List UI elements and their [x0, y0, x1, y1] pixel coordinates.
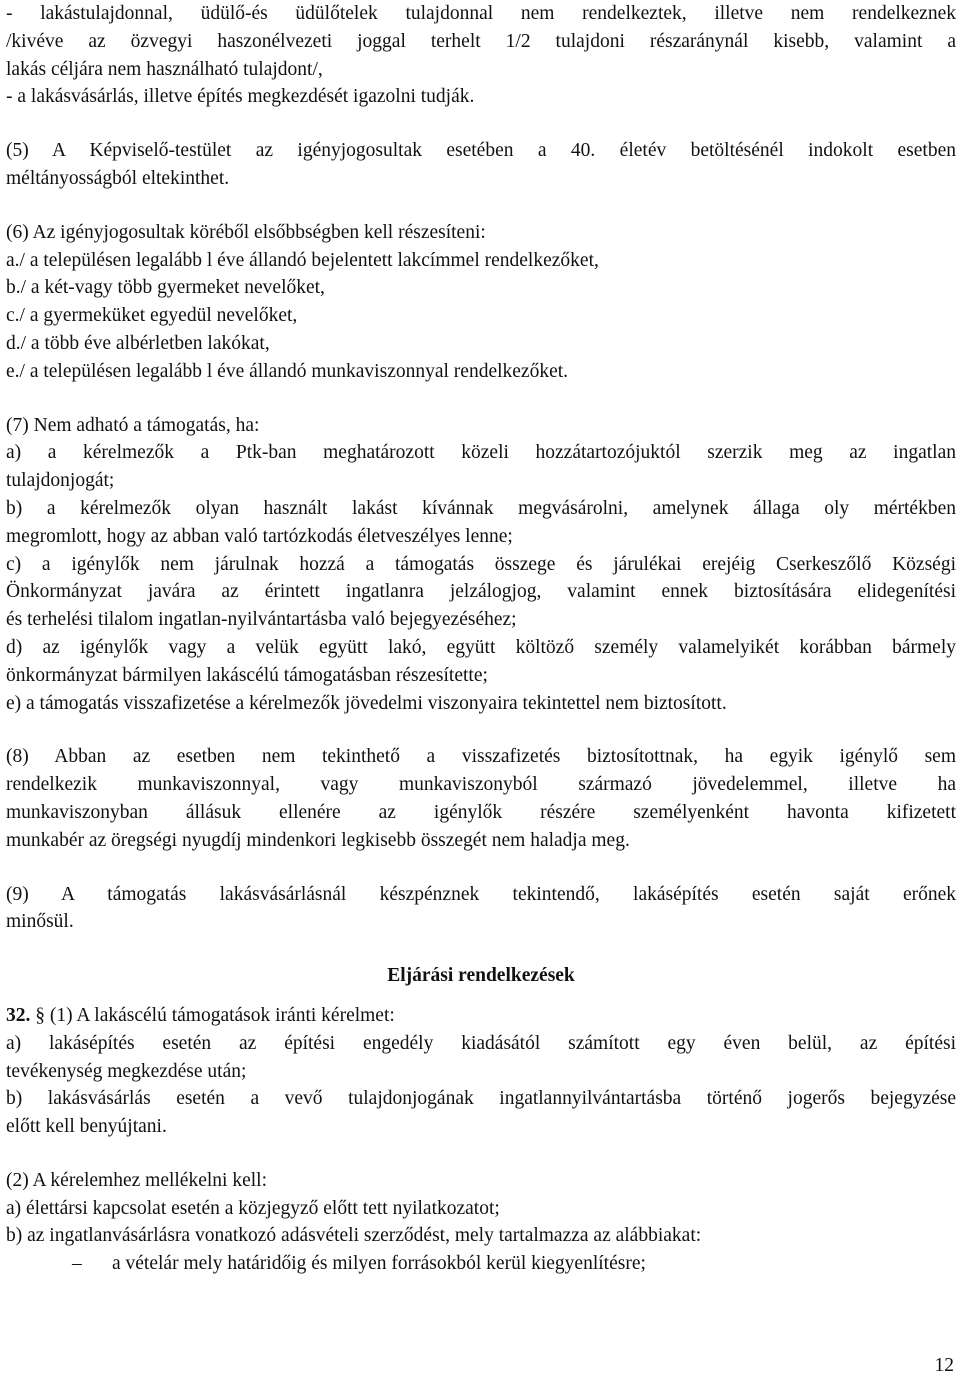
- text-line: tevékenység megkezdése után;: [6, 1060, 247, 1082]
- text-line: önkormányzat bármilyen lakáscélú támogatásban részesítette;: [6, 664, 488, 686]
- paragraph-7: [6, 412, 956, 718]
- text-line: b) a kérelmezők olyan használt lakást kívánnak megvásárolni, amelynek állaga oly mértékben: [6, 497, 956, 519]
- list-item: c./ a gyermeküket egyedül nevelőket,: [6, 305, 298, 327]
- section-number: 32.: [6, 1004, 31, 1026]
- text-line: előtt kell benyújtani.: [6, 1116, 167, 1138]
- paragraph-attachments: [6, 1167, 956, 1278]
- text-line: (8) Abban az esetben nem tekinthető a visszafizetés biztosítottnak, ha egyik igénylő sem: [6, 746, 956, 768]
- text-line: a) a kérelmezők a Ptk-ban meghatározott közeli hozzátartozójuktól szerzik meg az ingatlan: [6, 442, 956, 464]
- text-line: Önkormányzat javára az érintett ingatlanra jelzálogjog, valamint ennek biztosítására elidegenítési: [6, 581, 956, 603]
- paragraph-5: [6, 137, 956, 193]
- dash-bullet: –: [72, 1253, 82, 1275]
- text-line: (2) A kérelemhez mellékelni kell:: [6, 1169, 267, 1191]
- text-line: e) a támogatás visszafizetése a kérelmezők jövedelmi viszonyaira tekintettel nem biztosított.: [6, 692, 727, 714]
- section-intro: (1) A lakáscélú támogatások iránti kérelmet:: [45, 1004, 395, 1026]
- list-item: e./ a településen legalább l éve állandó munkaviszonnyal rendelkezőket.: [6, 360, 569, 382]
- text-line: d) az igénylők vagy a velük együtt lakó, együtt költöző személy valamelyikét korábban bármely: [6, 636, 956, 658]
- list-item: a./ a településen legalább l éve állandó bejelentett lakcímmel rendelkezőket,: [6, 249, 599, 271]
- dash-list-item: [6, 1250, 956, 1278]
- list-item: d./ a több éve albérletben lakókat,: [6, 332, 270, 354]
- text-line: a) élettársi kapcsolat esetén a közjegyző előtt tett nyilatkozatot;: [6, 1197, 500, 1219]
- text-line: tulajdonjogát;: [6, 470, 115, 492]
- paragraph-8: [6, 743, 956, 854]
- text-line: és terhelési tilalom ingatlan-nyilvántartásba való bejegyezéséhez;: [6, 609, 517, 631]
- paragraph-eligibility-tail: [6, 0, 956, 111]
- text-line: b) az ingatlanvásárlásra vonatkozó adásvételi szerződést, mely tartalmazza az alábbiakat:: [6, 1225, 702, 1247]
- text-line: (9) A támogatás lakásvásárlásnál készpénznek tekintendő, lakásépítés esetén saját erőnek: [6, 883, 956, 905]
- paragraph-6: [6, 219, 956, 386]
- list-item: b./ a két-vagy több gyermeket nevelőket,: [6, 277, 325, 299]
- dash-item-text: a vételár mely határidőig és milyen forrásokból kerül kiegyenlítésre;: [112, 1253, 646, 1275]
- text-line: lakás céljára nem használható tulajdont/,: [6, 58, 323, 80]
- text-line: megromlott, hogy az abban való tartózkodás életveszélyes lenne;: [6, 525, 513, 547]
- section-intro-line: [6, 1002, 956, 1030]
- text-line: (5) A Képviselő-testület az igényjogosultak esetében a 40. életév betöltésénél indokolt esetben: [6, 140, 956, 162]
- text-line: munkabér az öregségi nyugdíj mindenkori legkisebb összegét nem haladja meg.: [6, 829, 630, 851]
- text-line: rendelkezik munkaviszonnyal, vagy munkaviszonyból származó jövedelemmel, illetve ha: [6, 774, 956, 796]
- section-32: [6, 1002, 956, 1141]
- paragraph-9: [6, 881, 956, 937]
- text-line: c) a igénylők nem járulnak hozzá a támogatás összege és járulékai erejéig Cserkeszőlő Községi: [6, 553, 956, 575]
- text-line: b) lakásvásárlás esetén a vevő tulajdonjogának ingatlannyilvántartásba történő jogerős bejegyzése: [6, 1088, 956, 1110]
- text-line: méltányosságból eltekinthet.: [6, 167, 230, 189]
- text-line: /kivéve az özvegyi haszonélvezeti joggal terhelt 1/2 tulajdoni részaránynál kisebb, valamint a: [6, 30, 956, 52]
- text-line: - lakástulajdonnal, üdülő-és üdülőtelek tulajdonnal nem rendelkeztek, illetve nem rendelkeznek: [6, 3, 956, 24]
- section-sign: §: [35, 1004, 45, 1026]
- text-line: munkaviszonyban állásuk ellenére az igénylők részére személyenként havonta kifizetett: [6, 801, 956, 823]
- page-number: 12: [934, 1355, 954, 1376]
- section-heading: Eljárási rendelkezések: [387, 965, 575, 987]
- text-line: (7) Nem adható a támogatás, ha:: [6, 414, 260, 436]
- document-page: [6, 0, 956, 1278]
- text-line: minősül.: [6, 911, 74, 933]
- text-line: (6) Az igényjogosultak köréből elsőbbségben kell részesíteni:: [6, 221, 486, 243]
- text-line: a) lakásépítés esetén az építési engedély kiadásától számított egy éven belül, az építési: [6, 1032, 956, 1054]
- text-line: - a lakásvásárlás, illetve építés megkezdését igazolni tudják.: [6, 86, 475, 108]
